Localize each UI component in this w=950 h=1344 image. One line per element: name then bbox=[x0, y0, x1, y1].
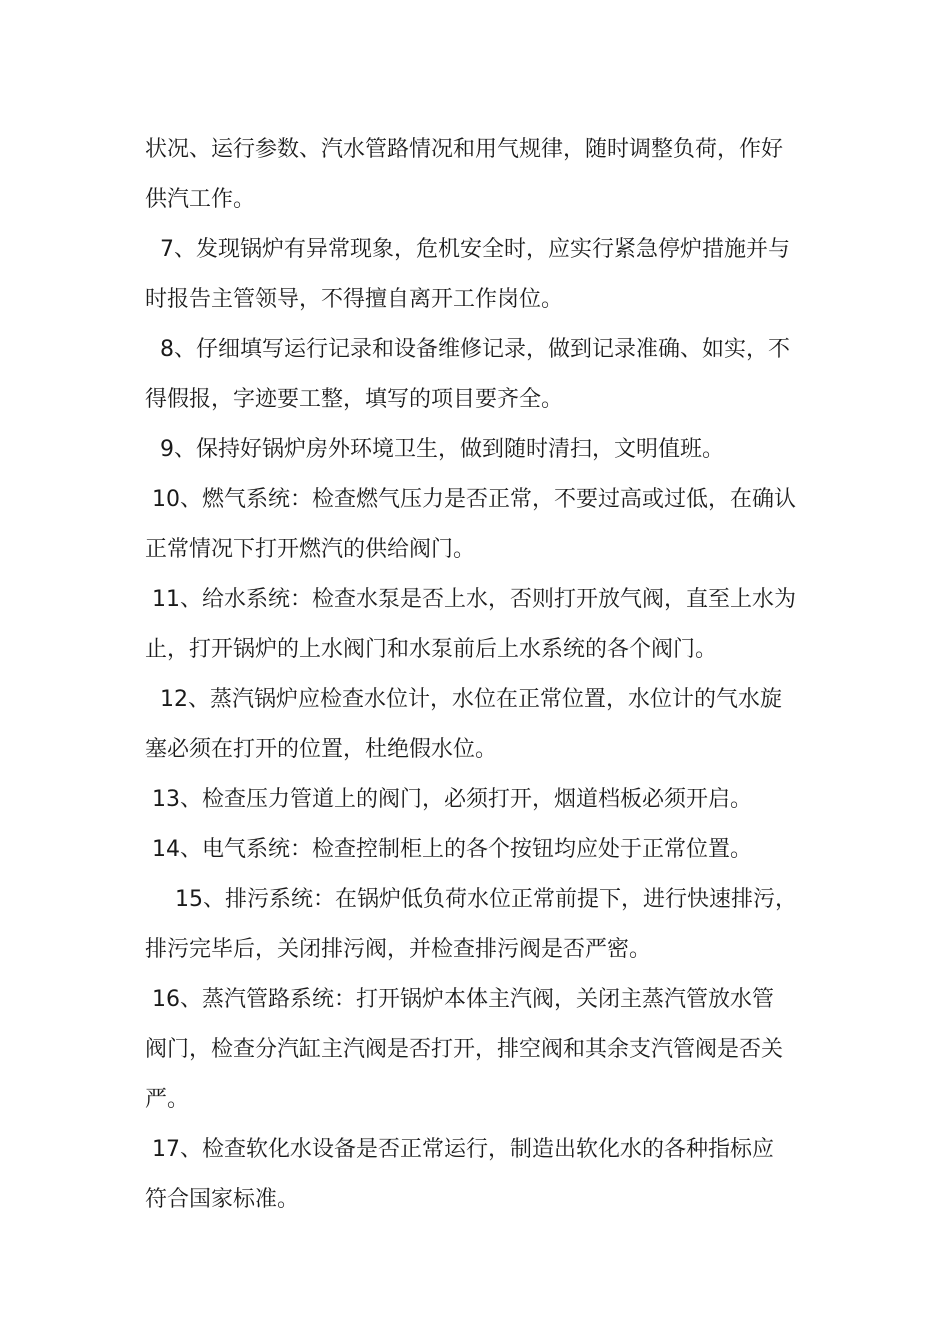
text-line: 17、检查软化水设备是否正常运行，制造出软化水的各种指标应 bbox=[152, 1137, 774, 1162]
text-line: 12、蒸汽锅炉应检查水位计，水位在正常位置，水位计的气水旋 bbox=[160, 687, 782, 712]
text-line: 8、仔细填写运行记录和设备维修记录，做到记录准确、如实，不 bbox=[160, 337, 790, 362]
text-line: 时报告主管领导，不得擅自离开工作岗位。 bbox=[145, 287, 564, 312]
text-line: 9、保持好锅炉房外环境卫生，做到随时清扫，文明值班。 bbox=[160, 437, 724, 462]
text-line: 塞必须在打开的位置，杜绝假水位。 bbox=[145, 737, 498, 762]
text-line: 止，打开锅炉的上水阀门和水泵前后上水系统的各个阀门。 bbox=[145, 637, 718, 662]
text-line: 15、排污系统：在锅炉低负荷水位正常前提下，进行快速排污， bbox=[175, 887, 797, 912]
text-line: 11、给水系统：检查水泵是否上水，否则打开放气阀，直至上水为 bbox=[152, 587, 796, 612]
text-line: 7、发现锅炉有异常现象，危机安全时，应实行紧急停炉措施并与 bbox=[160, 237, 790, 262]
text-line: 14、电气系统：检查控制柜上的各个按钮均应处于正常位置。 bbox=[152, 837, 752, 862]
text-line: 正常情况下打开燃汽的供给阀门。 bbox=[145, 537, 476, 562]
text-line: 阀门，检查分汽缸主汽阀是否打开，排空阀和其余支汽管阀是否关 bbox=[145, 1037, 784, 1062]
text-line: 13、检查压力管道上的阀门，必须打开，烟道档板必须开启。 bbox=[152, 787, 752, 812]
text-line: 符合国家标准。 bbox=[145, 1187, 300, 1212]
text-line: 供汽工作。 bbox=[145, 187, 256, 212]
text-line: 10、燃气系统：检查燃气压力是否正常，不要过高或过低，在确认 bbox=[152, 487, 796, 512]
text-line: 严。 bbox=[145, 1087, 190, 1112]
text-line: 排污完毕后，关闭排污阀，并检查排污阀是否严密。 bbox=[145, 937, 652, 962]
text-line: 状况、运行参数、汽水管路情况和用气规律，随时调整负荷，作好 bbox=[145, 137, 784, 162]
text-line: 得假报，字迹要工整，填写的项目要齐全。 bbox=[145, 387, 564, 412]
text-line: 16、蒸汽管路系统：打开锅炉本体主汽阀，关闭主蒸汽管放水管 bbox=[152, 987, 774, 1012]
